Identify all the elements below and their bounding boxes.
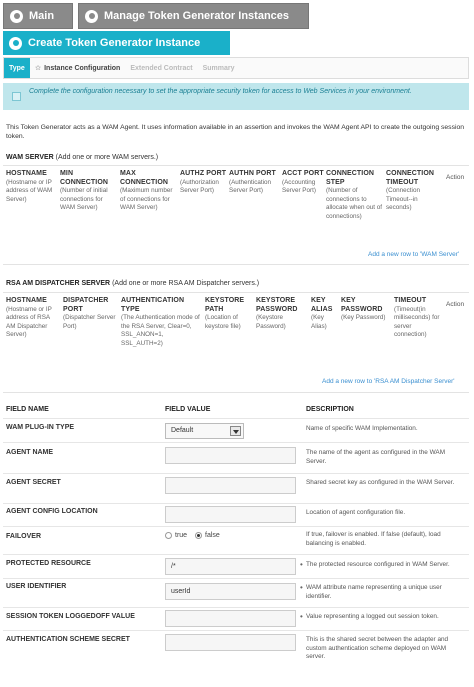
wam-col-connection-timeout [386, 170, 444, 213]
circle-icon [85, 10, 98, 23]
add-wam-server-row-link[interactable]: Add a new row to 'WAM Server' [368, 251, 460, 258]
column-header: MIN CONNECTION [60, 170, 109, 186]
wam-server-section-title [6, 154, 158, 161]
wam-col-hostname [6, 170, 58, 204]
column-desc: (Timeout(in milliseconds) for server connection) [394, 305, 440, 338]
info-message [3, 83, 469, 110]
description-header: DESCRIPTION [306, 406, 354, 413]
column-desc: (Location of keystore file) [205, 314, 241, 330]
column-header: KEYSTORE PASSWORD [256, 297, 298, 313]
required-bullet: • [300, 612, 303, 621]
field-label: AGENT NAME [6, 449, 54, 456]
tab-instance-configuration-label: Instance Configuration [44, 64, 121, 72]
field-label: WAM PLUG-IN TYPE [6, 424, 75, 431]
table-row [3, 607, 469, 608]
column-header: KEYSTORE PATH [205, 297, 245, 313]
breadcrumb-main[interactable] [3, 3, 73, 29]
rsa-col-hostname [6, 297, 60, 340]
column-header: AUTHENTICATION TYPE [121, 297, 185, 313]
column-desc: (Authorization Server Port) [180, 178, 219, 194]
wizard-tabs [3, 57, 469, 79]
add-rsa-server-row-link[interactable]: Add a new row to 'RSA AM Dispatcher Server' [322, 378, 455, 385]
column-header: AUTHZ PORT [180, 170, 227, 177]
column-header: HOSTNAME [6, 297, 47, 304]
column-desc: (Key Alias) [311, 314, 327, 330]
divider [3, 165, 469, 166]
column-desc: (Dispatcher Server Port) [63, 314, 116, 330]
divider [3, 292, 469, 293]
divider [3, 392, 469, 393]
column-desc: (Hostname or IP address of RSA AM Dispatcher Server) [6, 305, 52, 338]
field-description: WAM attribute name representing a unique user identifier. [306, 584, 442, 600]
rsa-col-dispatcher-port [63, 297, 119, 331]
select-value: Default [171, 427, 194, 434]
field-label: AUTHENTICATION SCHEME SECRET [6, 636, 130, 643]
rsa-col-timeout [394, 297, 444, 340]
tab-extended-contract-label: Extended Contract [130, 64, 193, 72]
radio-circle [165, 532, 172, 539]
field-description: This is the shared secret between the adapter and custom authentication scheme deployed on WAM server. [306, 636, 449, 660]
field-value-header: FIELD VALUE [165, 406, 211, 413]
column-desc: (Maximum number of connections for WAM Server) [120, 187, 173, 211]
rsa-col-keystore-path [205, 297, 253, 331]
column-header: KEY PASSWORD [341, 297, 383, 313]
rsa-col-key-password [341, 297, 391, 323]
radio-label: false [205, 532, 220, 539]
protected-resource-input[interactable]: /* [165, 558, 296, 575]
field-label: AGENT SECRET [6, 479, 61, 486]
rsa-col-authentication-type [121, 297, 203, 348]
wam-col-authz-port [180, 170, 228, 196]
column-desc: (Keystore Password) [256, 314, 286, 330]
field-description: Shared secret key as configured in the WAM Server. [306, 479, 455, 486]
column-header: TIMEOUT [394, 297, 427, 304]
wam-col-acct-port [282, 170, 324, 196]
column-header: CONNECTION TIMEOUT [386, 170, 435, 186]
tab-instance-configuration[interactable] [30, 58, 126, 78]
table-row [3, 418, 469, 419]
table-row [3, 554, 469, 555]
rsa-server-note: (Add one or more RSA AM Dispatcher servers.) [112, 280, 260, 287]
failover-false-radio[interactable] [195, 532, 220, 539]
tab-summary-label: Summary [202, 64, 235, 72]
rsa-server-title: RSA AM DISPATCHER SERVER [6, 280, 111, 287]
agent-config-location-input[interactable] [165, 506, 296, 523]
breadcrumb-manage-label: Manage Token Generator Instances [104, 10, 290, 22]
wam-col-authn-port [229, 170, 281, 196]
breadcrumb-manage-instances[interactable] [78, 3, 309, 29]
field-description: The protected resource configured in WAM Server. [306, 561, 450, 568]
field-label: USER IDENTIFIER [6, 583, 67, 590]
user-identifier-input[interactable]: userId [165, 583, 296, 600]
radio-circle-selected [195, 532, 202, 539]
chevron-down-icon [230, 426, 241, 436]
agent-secret-input[interactable] [165, 477, 296, 494]
star-icon: ☆ [34, 65, 42, 72]
radio-label: true [175, 532, 188, 539]
wam-server-note: (Add one or more WAM servers.) [55, 154, 159, 161]
field-description: The name of the agent as configured in the WAM Server. [306, 449, 446, 465]
column-desc: (Number of connections to allocate when out of connections) [326, 187, 383, 220]
intro-text: This Token Generator acts as a WAM Agent. It uses information available in an assertion and invokes the WAM Agent API to create the outgoing session token. [6, 124, 465, 140]
rsa-col-key-alias [311, 297, 339, 331]
column-header: DISPATCHER PORT [63, 297, 109, 313]
divider [3, 264, 469, 265]
info-message-text: Complete the configuration necessary to set the appropriate security token for access to Web Services in your environment. [29, 88, 412, 95]
table-row [3, 473, 469, 474]
required-bullet: • [300, 560, 303, 569]
field-description: Value representing a logged out session token. [306, 613, 439, 620]
column-desc: (Connection Timeout--in seconds) [386, 187, 420, 211]
failover-true-radio[interactable] [165, 532, 187, 539]
wam-col-min-connection [60, 170, 118, 213]
circle-icon [10, 10, 23, 23]
page-title-text: Create Token Generator Instance [28, 37, 201, 49]
column-desc: (Number of initial connections for WAM Server) [60, 187, 108, 211]
breadcrumb [0, 0, 474, 29]
wam-plugin-type-select[interactable] [165, 423, 244, 439]
page-title [3, 31, 230, 55]
column-desc: (Accounting Server Port) [282, 178, 316, 194]
column-desc: (The Authentication mode of the RSA Server, Clear=0, SSL_ANON=1, SSL_AUTH=2) [121, 314, 200, 347]
table-row [3, 526, 469, 527]
field-label: FAILOVER [6, 533, 42, 540]
wam-server-title: WAM SERVER [6, 154, 54, 161]
column-header: HOSTNAME [6, 170, 47, 177]
tab-type-label: Type [9, 64, 25, 72]
table-row [3, 442, 469, 443]
rsa-col-keystore-password [256, 297, 308, 331]
column-header: ACCT PORT [282, 170, 324, 177]
agent-name-input[interactable] [165, 447, 296, 464]
field-label: SESSION TOKEN LOGGEDOFF VALUE [6, 613, 135, 620]
column-header: KEY ALIAS [311, 297, 333, 313]
table-row [3, 578, 469, 579]
authentication-scheme-secret-input[interactable] [165, 634, 296, 651]
table-row [3, 503, 469, 504]
required-bullet: • [300, 583, 303, 592]
session-token-loggedoff-input[interactable] [165, 610, 296, 627]
wam-col-connection-step [326, 170, 384, 221]
column-desc: (Key Password) [341, 314, 386, 321]
field-label: AGENT CONFIG LOCATION [6, 508, 98, 515]
rsa-col-action: Action [446, 301, 465, 308]
rsa-server-section-title [6, 280, 259, 287]
tab-summary [198, 58, 240, 78]
circle-icon [9, 37, 22, 50]
tab-type[interactable] [4, 58, 30, 78]
tab-extended-contract [125, 58, 197, 78]
info-icon [12, 92, 21, 101]
field-description: Location of agent configuration file. [306, 509, 406, 516]
column-header: AUTHN PORT [229, 170, 276, 177]
wam-col-action: Action [446, 174, 465, 181]
field-description: Name of specific WAM Implementation. [306, 425, 418, 432]
column-desc: (Authentication Server Port) [229, 178, 272, 194]
field-name-header: FIELD NAME [6, 406, 49, 413]
column-header: MAX CONNECTION [120, 170, 169, 186]
wam-col-max-connection [120, 170, 178, 213]
column-header: CONNECTION STEP [326, 170, 375, 186]
breadcrumb-main-label: Main [29, 10, 55, 22]
field-label: PROTECTED RESOURCE [6, 560, 91, 567]
column-desc: (Hostname or IP address of WAM Server) [6, 178, 53, 203]
field-description: If true, failover is enabled. If false (default), load balancing is enabled. [306, 531, 441, 547]
table-row [3, 630, 469, 631]
